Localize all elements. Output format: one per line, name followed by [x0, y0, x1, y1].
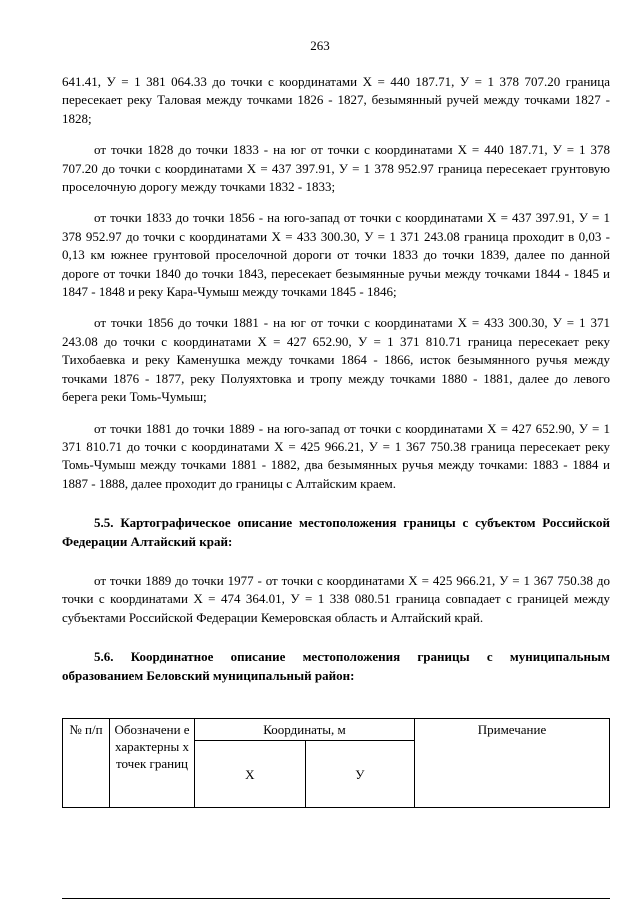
header-designation: Обозначени е характерны х точек границ: [110, 719, 195, 808]
section-5-5-text: от точки 1889 до точки 1977 - от точки с координатами Х = 425 966.21, У = 1 367 750.38 до точки с координатами Х = 474 364.01, У = 1 338 080.51 граница совпадает с границей между субъектами Российской Федерации Кемеровская область и Алтайский край.: [62, 572, 610, 625]
section-5-5-heading: 5.5. Картографическое описание местоположения границы с субъектом Российской Федерации Алтайский край:: [62, 515, 610, 549]
paragraph-1856-1881: от точки 1856 до точки 1881 - на юг от точки с координатами Х = 433 300.30, У = 1 371 243.08 до точки с координатами Х = 427 652.90, У = 1 371 810.71 граница пересекает реку Тихобаевка и реку Каменушка между точками 1864 - 1866, исток безымянного ручья между точками 1876 - 1877, реку Полуяхтовка и тропу между точками 1880 - 1881, далее до левого берега реки Томь-Чумыш;: [62, 315, 610, 405]
table-header-row: [63, 719, 610, 741]
header-note: Примечание: [415, 719, 610, 808]
paragraph-1828-1833: от точки 1828 до точки 1833 - на юг от точки с координатами Х = 440 187.71, У = 1 378 707.20 до точки с координатами Х = 437 397.91, У = 1 378 952.97 граница пересекает грунтовую проселочную дорогу между точками 1832 - 1833;: [62, 142, 610, 195]
paragraph-1833-1856: от точки 1833 до точки 1856 - на юго-запад от точки с координатами Х = 437 397.91, У = 1 378 952.97 до точки с координатами Х = 433 300.30, У = 1 371 243.08 граница проходит в 0,03 - 0,13 км южнее грунтовой проселочной дороги от точки 1833 до точки 1839, далее по данной дороге от точки 1840 до точки 1843, пересекает безымянные ручьи между точками 1844 - 1845 и 1847 - 1848 и реку Кара-Чумыш между точками 1845 - 1846;: [62, 210, 610, 300]
footer-rule: [62, 898, 610, 899]
header-number: № п/п: [63, 719, 110, 808]
paragraph-continuation: 641.41, У = 1 381 064.33 до точки с координатами Х = 440 187.71, У = 1 378 707.20 граница пересекает реку Таловая между точками 1826 - 1827, безымянный ручей между точками 1827 - 1828;: [62, 74, 610, 126]
page-number: 263: [310, 38, 330, 53]
header-x: Х: [195, 741, 306, 808]
document-body: [62, 73, 610, 685]
header-y: У: [305, 741, 414, 808]
coordinates-table: [62, 718, 610, 808]
paragraph-1881-1889: от точки 1881 до точки 1889 - на юго-запад от точки с координатами Х = 427 652.90, У = 1 371 810.71 до точки с координатами Х = 425 966.21, У = 1 367 750.38 граница пересекает реку Томь-Чумыш между точками 1881 - 1882, два безымянных ручья между точками: 1883 - 1884 и 1887 - 1888, далее проходит до границы с Алтайским краем.: [62, 420, 610, 491]
header-coordinates: Координаты, м: [195, 719, 415, 741]
section-5-6-heading: 5.6. Координатное описание местоположения границы с муниципальным образованием Беловский муниципальный район:: [62, 649, 610, 683]
